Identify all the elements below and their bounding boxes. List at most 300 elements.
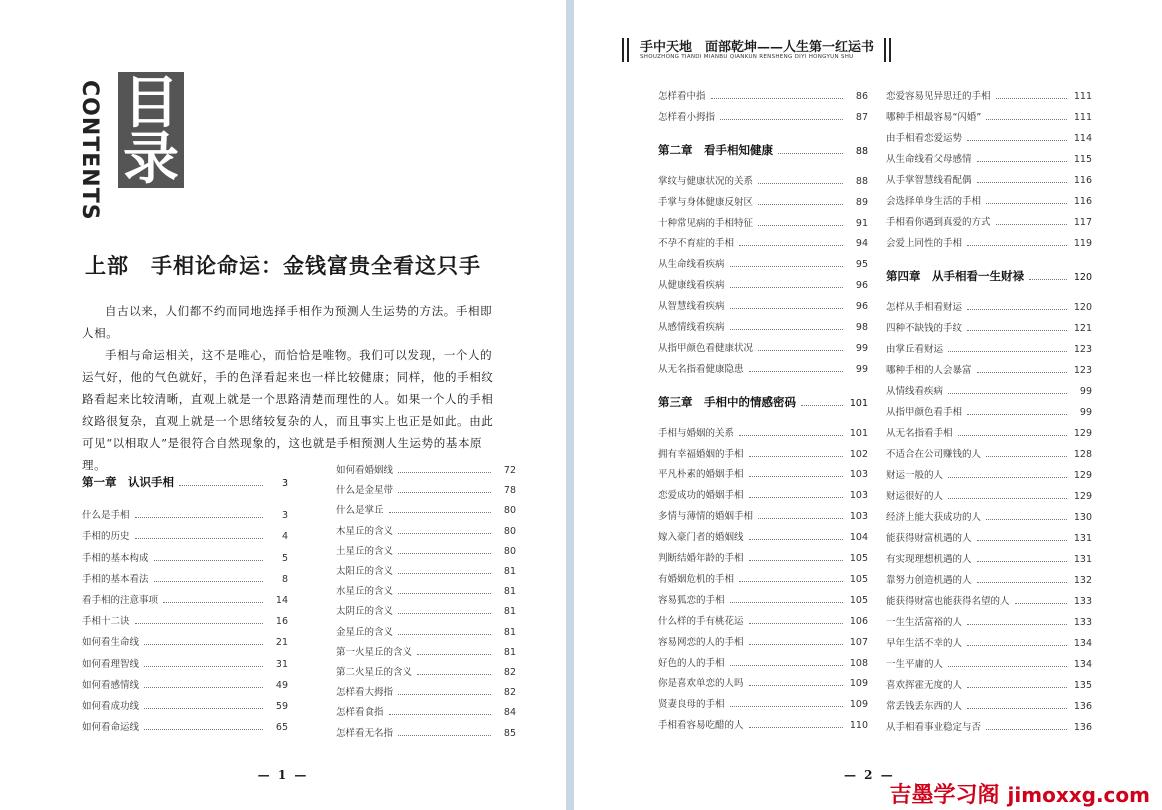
toc-entry-row xyxy=(658,277,868,291)
toc-page-number: 104 xyxy=(849,532,868,544)
toc-page-number: 111 xyxy=(1073,112,1092,123)
toc-entry-title: 好色的人的手相 xyxy=(658,657,725,669)
toc-entry-row xyxy=(886,446,1092,460)
toc-entry-title: 从情线看疾病 xyxy=(886,386,944,397)
toc-page-number: 130 xyxy=(1073,512,1092,523)
toc-page-number: 136 xyxy=(1073,701,1092,712)
toc-entry-row xyxy=(886,656,1092,670)
toc-entry-row xyxy=(336,583,516,597)
toc-page-number: 116 xyxy=(1073,196,1092,207)
toc-entry-row xyxy=(658,613,868,627)
toc-page-number: 81 xyxy=(503,646,516,658)
toc-leader-dots xyxy=(179,479,263,486)
toc-entry-row xyxy=(658,256,868,270)
toc-entry-title: 能获得财富也能获得名望的人 xyxy=(886,596,1010,607)
toc-entry-row xyxy=(886,719,1092,733)
running-header xyxy=(622,36,892,66)
toc-entry-title: 木星丘的含义 xyxy=(336,525,394,537)
toc-page-number: 103 xyxy=(849,490,868,502)
toc-entry-row xyxy=(336,644,516,658)
toc-leader-dots xyxy=(749,470,843,477)
toc-leader-dots xyxy=(749,450,843,457)
toc-entry-row xyxy=(658,361,868,375)
toc-entry-row xyxy=(658,446,868,460)
toc-entry-row xyxy=(886,698,1092,712)
toc-page-number: 87 xyxy=(855,111,868,123)
toc-entry-title: 看手相的注意事项 xyxy=(82,595,159,606)
part-title: 上部 手相论命运：金钱富贵全看这只手 xyxy=(85,253,481,278)
toc-leader-dots xyxy=(986,113,1067,120)
header-bar-mark xyxy=(884,38,886,62)
toc-page-number: 136 xyxy=(1073,722,1092,733)
toc-entry-title: 太阴丘的含义 xyxy=(336,606,394,618)
toc-chapter-row xyxy=(658,394,868,410)
toc-leader-dots xyxy=(986,513,1067,520)
toc-entry-title: 哪种手相的人会暴富 xyxy=(886,365,972,376)
toc-entry-title: 手相的历史 xyxy=(82,531,130,543)
toc-page-number: 109 xyxy=(849,699,868,711)
toc-leader-dots xyxy=(144,660,263,667)
toc-leader-dots xyxy=(398,486,491,493)
toc-entry-title: 手相看容易吃醋的人 xyxy=(658,720,744,732)
toc-entry-row xyxy=(658,571,868,585)
toc-leader-dots xyxy=(758,198,843,205)
toc-entry-row xyxy=(336,684,516,698)
toc-leader-dots xyxy=(739,575,843,582)
toc-entry-title: 恋爱容易见异思迁的手相 xyxy=(886,91,991,102)
toc-leader-dots xyxy=(749,679,843,686)
toc-entry-title: 怎样从手相看财运 xyxy=(886,302,963,313)
toc-entry-row xyxy=(658,194,868,208)
toc-page-number: 98 xyxy=(855,322,868,333)
toc-entry-title: 哪种手相最容易“闪婚” xyxy=(886,112,982,123)
toc-leader-dots xyxy=(977,176,1067,183)
toc-leader-dots xyxy=(398,628,491,635)
toc-entry-title: 手相看你遇到真爱的方式 xyxy=(886,217,991,228)
toc-entry-title: 喜欢挥霍无度的人 xyxy=(886,680,963,691)
toc-entry-row xyxy=(886,88,1092,102)
toc-leader-dots xyxy=(389,506,491,513)
toc-entry-row xyxy=(336,664,516,678)
toc-leader-dots xyxy=(948,345,1067,352)
toc-leader-dots xyxy=(967,239,1067,246)
left-page xyxy=(0,0,566,810)
toc-entry-row xyxy=(886,172,1092,186)
intro-paragraph-1: 自古以来，人们都不约而同地选择手相作为预测人生运势的方法。手相即人相。 xyxy=(82,304,493,340)
toc-entry-row xyxy=(82,613,288,627)
toc-entry-title: 手相的基本构成 xyxy=(82,552,149,564)
toc-leader-dots xyxy=(730,596,843,603)
toc-entry-row xyxy=(658,696,868,710)
toc-leader-dots xyxy=(749,365,843,372)
toc-page-number: 103 xyxy=(849,511,868,523)
toc-entry-title: 你是喜欢单恋的人吗 xyxy=(658,678,744,690)
toc-entry-title: 怎样看小拇指 xyxy=(658,111,716,123)
toc-entry-title: 第二章 看手相知健康 xyxy=(658,142,773,157)
toc-entry-row xyxy=(658,592,868,606)
toc-entry-title: 判断结婚年龄的手相 xyxy=(658,553,744,564)
toc-entry-row xyxy=(886,530,1092,544)
toc-page-number: 106 xyxy=(849,615,868,627)
toc-entry-title: 太阳丘的含义 xyxy=(336,566,394,577)
toc-leader-dots xyxy=(967,408,1067,415)
toc-page-number: 133 xyxy=(1073,596,1092,607)
toc-page-number: 82 xyxy=(503,687,516,699)
toc-entry-title: 第一章 认识手相 xyxy=(82,475,174,489)
toc-entry-row xyxy=(658,319,868,333)
toc-entry-row xyxy=(886,509,1092,523)
toc-entry-row xyxy=(658,655,868,669)
toc-page-number: 91 xyxy=(855,217,868,229)
toc-entry-title: 如何看婚姻线 xyxy=(336,465,394,476)
toc-entry-row xyxy=(886,362,1092,376)
toc-leader-dots xyxy=(1029,273,1067,280)
toc-entry-title: 手相与婚姻的关系 xyxy=(658,427,735,439)
toc-entry-row xyxy=(82,571,288,585)
toc-entry-title: 什么是手相 xyxy=(82,510,130,522)
toc-entry-title: 从智慧线看疾病 xyxy=(658,301,725,313)
toc-entry-title: 拥有幸福婚姻的手相 xyxy=(658,448,744,460)
toc-page-number: 105 xyxy=(849,553,868,564)
toc-entry-title: 从生命线看父母感情 xyxy=(886,154,972,165)
toc-entry-title: 常丢钱丢东西的人 xyxy=(886,701,963,712)
toc-entry-row xyxy=(886,572,1092,586)
toc-entry-title: 十种常见病的手相特征 xyxy=(658,217,754,229)
toc-page-number: 99 xyxy=(855,363,868,375)
right-page xyxy=(574,0,1162,810)
toc-entry-row xyxy=(82,719,288,733)
toc-page-number: 65 xyxy=(275,722,288,734)
toc-entry-row xyxy=(886,130,1092,144)
toc-entry-row xyxy=(658,215,868,229)
toc-entry-title: 恋爱成功的婚姻手相 xyxy=(658,490,744,502)
toc-page-number: 107 xyxy=(849,636,868,648)
watermark-cn: 吉墨学习阁 xyxy=(889,783,1000,808)
toc-entry-title: 从感情线看疾病 xyxy=(658,322,725,333)
toc-entry-title: 手掌与身体健康反射区 xyxy=(658,196,754,208)
toc-page-number: 81 xyxy=(503,586,516,598)
toc-entry-row xyxy=(658,173,868,187)
toc-entry-title: 四种不缺钱的手纹 xyxy=(886,323,963,334)
toc-page-number: 86 xyxy=(855,91,868,102)
page-number-left: — 1 — xyxy=(257,768,309,782)
toc-leader-dots xyxy=(398,729,491,736)
toc-entry-row xyxy=(336,704,516,718)
toc-leader-dots xyxy=(986,197,1067,204)
toc-entry-row xyxy=(82,656,288,670)
toc-entry-title: 不适合在公司赚钱的人 xyxy=(886,449,982,460)
toc-page-number: 109 xyxy=(849,678,868,690)
toc-leader-dots xyxy=(711,92,843,99)
toc-entry-row xyxy=(336,725,516,739)
toc-leader-dots xyxy=(730,700,843,707)
toc-entry-title: 从健康线看疾病 xyxy=(658,280,725,292)
toc-entry-title: 第二火星丘的含义 xyxy=(336,667,413,678)
toc-entry-row xyxy=(82,528,288,542)
toc-leader-dots xyxy=(739,429,843,436)
toc-leader-dots xyxy=(758,219,843,226)
toc-entry-title: 怎样看中指 xyxy=(658,91,706,102)
toc-page-number: 96 xyxy=(855,280,868,292)
toc-leader-dots xyxy=(749,617,843,624)
toc-entry-row xyxy=(336,523,516,537)
toc-page-number: 101 xyxy=(849,427,868,439)
toc-entry-row xyxy=(886,193,1092,207)
toc-leader-dots xyxy=(389,708,491,715)
toc-entry-row xyxy=(886,677,1092,691)
toc-leader-dots xyxy=(730,281,843,288)
intro-text xyxy=(82,300,494,476)
toc-page-number: 103 xyxy=(849,469,868,481)
toc-page-number: 115 xyxy=(1073,154,1092,165)
toc-page-number: 134 xyxy=(1073,659,1092,670)
toc-leader-dots xyxy=(977,555,1067,562)
toc-leader-dots xyxy=(417,668,491,675)
toc-leader-dots xyxy=(977,576,1067,583)
toc-entry-row xyxy=(336,624,516,638)
toc-entry-row xyxy=(886,551,1092,565)
toc-entry-row xyxy=(886,593,1092,607)
toc-entry-title: 怎样看大拇指 xyxy=(336,687,394,699)
toc-entry-title: 有婚姻危机的手相 xyxy=(658,573,735,585)
toc-chapter-row xyxy=(886,268,1092,284)
toc-page-number: 85 xyxy=(503,727,516,739)
toc-entry-title: 财运很好的人 xyxy=(886,491,944,502)
toc-entry-row xyxy=(658,550,868,564)
toc-entry-row xyxy=(658,675,868,689)
toc-leader-dots xyxy=(948,660,1067,667)
toc-entry-row xyxy=(886,383,1092,397)
toc-leader-dots xyxy=(977,534,1067,541)
toc-page-number: 102 xyxy=(849,448,868,460)
toc-page-number: 121 xyxy=(1073,323,1092,334)
toc-page-number: 99 xyxy=(1079,407,1092,418)
toc-page-number: 111 xyxy=(1073,91,1092,102)
toc-entry-title: 如何看成功线 xyxy=(82,701,140,712)
toc-entry-title: 第三章 手相中的情感密码 xyxy=(658,394,796,409)
toc-page-number: 16 xyxy=(275,616,288,628)
header-title: 手中天地 面部乾坤——人生第一红运书 xyxy=(640,40,875,55)
toc-leader-dots xyxy=(986,723,1067,730)
toc-page-number: 133 xyxy=(1073,617,1092,628)
toc-leader-dots xyxy=(144,723,263,730)
toc-leader-dots xyxy=(730,260,843,267)
toc-entry-title: 能获得财富机遇的人 xyxy=(886,533,972,544)
toc-entry-title: 靠努力创造机遇的人 xyxy=(886,575,972,586)
toc-page-number: 80 xyxy=(503,525,516,537)
toc-entry-row xyxy=(82,592,288,606)
toc-page-number: 132 xyxy=(1073,575,1092,586)
toc-page-number: 21 xyxy=(275,637,288,649)
toc-entry-title: 第四章 从手相看一生财禄 xyxy=(886,269,1024,283)
toc-leader-dots xyxy=(135,511,263,518)
toc-page-number: 82 xyxy=(503,667,516,678)
toc-entry-row xyxy=(886,635,1092,649)
toc-entry-row xyxy=(886,467,1092,481)
toc-entry-title: 金星丘的含义 xyxy=(336,626,394,638)
toc-leader-dots xyxy=(801,399,843,406)
toc-leader-dots xyxy=(948,387,1067,394)
header-bar-mark xyxy=(622,38,624,62)
toc-page-number: 8 xyxy=(281,573,288,585)
toc-page-number: 81 xyxy=(503,566,516,577)
toc-page-number: 134 xyxy=(1073,638,1092,649)
toc-entry-title: 一生平庸的人 xyxy=(886,659,944,670)
toc-leader-dots xyxy=(398,607,491,614)
toc-page-number: 94 xyxy=(855,238,868,250)
toc-entry-title: 有实现理想机遇的人 xyxy=(886,554,972,565)
toc-entry-row xyxy=(82,550,288,564)
toc-entry-row xyxy=(336,502,516,516)
toc-leader-dots xyxy=(758,177,843,184)
mulu-title-block xyxy=(118,70,184,192)
toc-entry-row xyxy=(886,488,1092,502)
toc-leader-dots xyxy=(948,471,1067,478)
toc-leader-dots xyxy=(967,639,1067,646)
toc-entry-row xyxy=(658,466,868,480)
toc-page-number: 120 xyxy=(1073,302,1092,313)
toc-entry-title: 从无名指看健康隐患 xyxy=(658,363,744,375)
toc-page-number: 96 xyxy=(855,301,868,313)
toc-page-number: 78 xyxy=(503,485,516,497)
toc-entry-title: 第一火星丘的含义 xyxy=(336,646,413,658)
toc-page-number: 117 xyxy=(1073,217,1092,228)
toc-page-number: 128 xyxy=(1073,449,1092,460)
mulu-char-2: 录 xyxy=(123,126,179,192)
toc-page-number: 88 xyxy=(855,175,868,187)
toc-entry-title: 水星丘的含义 xyxy=(336,586,394,598)
toc-leader-dots xyxy=(749,491,843,498)
toc-entry-title: 掌纹与健康状况的关系 xyxy=(658,175,754,187)
toc-leader-dots xyxy=(967,702,1067,709)
toc-entry-title: 贤妻良母的手相 xyxy=(658,699,725,711)
toc-leader-dots xyxy=(730,659,843,666)
toc-leader-dots xyxy=(967,681,1067,688)
toc-leader-dots xyxy=(758,344,843,351)
toc-entry-row xyxy=(658,88,868,102)
toc-page-number: 110 xyxy=(849,720,868,732)
toc-leader-dots xyxy=(154,575,263,582)
toc-page-number: 131 xyxy=(1073,554,1092,565)
toc-leader-dots xyxy=(144,681,263,688)
toc-entry-row xyxy=(336,543,516,557)
toc-chapter-row xyxy=(82,474,288,490)
toc-entry-title: 如何看感情线 xyxy=(82,679,140,691)
toc-page-number: 101 xyxy=(849,397,868,409)
toc-entry-title: 如何看命运线 xyxy=(82,722,140,734)
header-bar-mark xyxy=(627,38,629,62)
toc-leader-dots xyxy=(749,554,843,561)
toc-entry-row xyxy=(336,462,516,476)
watermark xyxy=(890,778,1150,809)
toc-leader-dots xyxy=(967,303,1067,310)
toc-leader-dots xyxy=(967,134,1067,141)
intro-paragraph-2: 手相与命运相关，这不是唯心，而恰恰是唯物。我们可以发现，一个人的运气好，他的气色就好，手的色泽看起来也一样比较健康；同样，他的手相纹路看起来比较清晰，直观上就是一个思路清楚而理性的人。如果一个人的手相纹路很复杂，直观上就是一个思绪较复杂的人，而且事实上也正是如此。由此可见“以相取人”是很符合自然现象的，这也就是手相预测人生运势的基本原理。 xyxy=(82,348,494,472)
watermark-url: jimoxxg.com xyxy=(1007,783,1150,807)
page-number-right: — 2 — xyxy=(844,768,895,782)
toc-leader-dots xyxy=(730,302,843,309)
toc-entry-title: 什么是掌丘 xyxy=(336,505,384,517)
toc-entry-row xyxy=(336,482,516,496)
toc-leader-dots xyxy=(144,638,263,645)
toc-entry-row xyxy=(658,109,868,123)
toc-leader-dots xyxy=(749,721,843,728)
toc-entry-row xyxy=(886,404,1092,418)
toc-entry-title: 一生生活富裕的人 xyxy=(886,617,963,628)
toc-entry-row xyxy=(658,634,868,648)
toc-page-number: 131 xyxy=(1073,533,1092,544)
toc-entry-title: 由掌丘看财运 xyxy=(886,344,944,355)
toc-page-number: 95 xyxy=(855,259,868,271)
toc-leader-dots xyxy=(958,429,1067,436)
toc-leader-dots xyxy=(977,366,1067,373)
toc-entry-row xyxy=(336,603,516,617)
toc-leader-dots xyxy=(154,554,263,561)
toc-entry-title: 如何看生命线 xyxy=(82,637,140,649)
toc-entry-title: 容易网恋的人的手相 xyxy=(658,636,744,648)
toc-entry-row xyxy=(658,340,868,354)
toc-entry-row xyxy=(886,109,1092,123)
toc-leader-dots xyxy=(778,147,843,154)
toc-entry-row xyxy=(886,151,1092,165)
toc-leader-dots xyxy=(398,567,491,574)
toc-page-number: 135 xyxy=(1073,680,1092,691)
toc-entry-row xyxy=(886,425,1092,439)
toc-leader-dots xyxy=(967,618,1067,625)
toc-entry-row xyxy=(886,214,1092,228)
toc-entry-row xyxy=(886,320,1092,334)
toc-leader-dots xyxy=(398,466,491,473)
toc-leader-dots xyxy=(144,702,263,709)
toc-leader-dots xyxy=(948,492,1067,499)
toc-entry-title: 会爱上同性的手相 xyxy=(886,238,963,249)
toc-entry-title: 什么是金星带 xyxy=(336,485,394,497)
toc-page-number: 123 xyxy=(1073,344,1092,355)
toc-entry-row xyxy=(658,508,868,522)
toc-entry-row xyxy=(82,634,288,648)
toc-entry-row xyxy=(886,614,1092,628)
header-subtitle: SHOUZHONG TIANDI MIANBU QIANKUN RENSHENG DIYI HONGYUN SHU xyxy=(640,54,854,60)
toc-leader-dots xyxy=(977,155,1067,162)
toc-leader-dots xyxy=(417,648,491,655)
toc-entry-row xyxy=(886,235,1092,249)
toc-page-number: 129 xyxy=(1073,428,1092,439)
toc-entry-title: 从手掌智慧线看配偶 xyxy=(886,175,972,186)
toc-page-number: 129 xyxy=(1073,470,1092,481)
toc-leader-dots xyxy=(135,617,263,624)
toc-page-number: 49 xyxy=(275,679,288,691)
toc-entry-title: 嫁入豪门者的婚姻线 xyxy=(658,532,744,544)
toc-entry-title: 从生命线看疾病 xyxy=(658,259,725,271)
toc-page-number: 3 xyxy=(281,478,288,489)
toc-page-number: 3 xyxy=(281,510,288,522)
toc-page-number: 123 xyxy=(1073,365,1092,376)
toc-entry-row xyxy=(82,698,288,712)
toc-page-number: 119 xyxy=(1073,238,1092,249)
toc-page-number: 108 xyxy=(849,657,868,669)
toc-leader-dots xyxy=(163,596,263,603)
contents-label: CONTENTS xyxy=(77,80,102,221)
toc-page-number: 114 xyxy=(1073,133,1092,144)
toc-leader-dots xyxy=(986,450,1067,457)
toc-leader-dots xyxy=(749,638,843,645)
toc-page-number: 88 xyxy=(855,145,868,157)
toc-page-number: 84 xyxy=(503,707,516,719)
toc-chapter-row xyxy=(658,142,868,158)
toc-leader-dots xyxy=(739,239,843,246)
toc-page-number: 59 xyxy=(275,701,288,712)
toc-page-number: 89 xyxy=(855,196,868,208)
